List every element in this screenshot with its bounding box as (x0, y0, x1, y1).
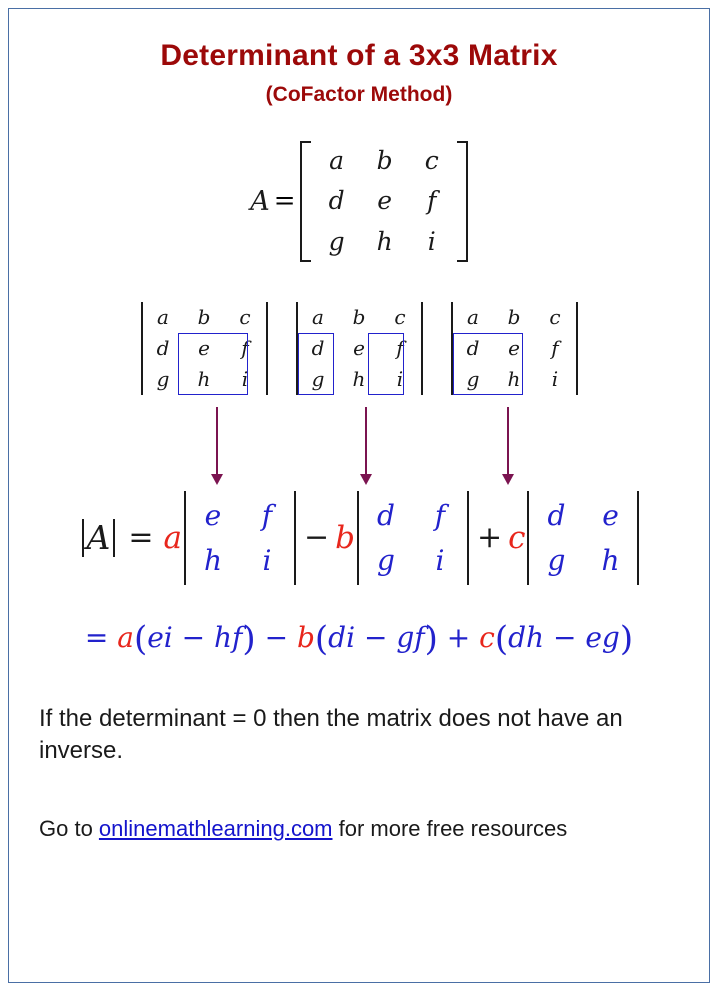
left-bracket (300, 141, 313, 262)
minor-cell: g (466, 367, 480, 392)
term-a-coefficient: a (163, 519, 182, 556)
arrow-to-term-a (216, 407, 218, 475)
minor-cell: i (435, 543, 445, 577)
right-bracket (455, 141, 468, 262)
matrix-name-label: A (250, 185, 270, 217)
determinant-lhs (79, 518, 119, 557)
formula-body-3: dh − eg (508, 620, 620, 654)
abs-bar-right (113, 519, 115, 557)
minor-cell: h (507, 367, 521, 392)
minor-cell: h (197, 367, 211, 392)
formula-operator-1: − (264, 620, 289, 654)
minor-cell: e (204, 498, 222, 532)
operator-minus: − (303, 520, 330, 556)
minor-cell: f (241, 336, 249, 361)
minor-cell: a (312, 305, 324, 330)
minor-cell: d (466, 336, 480, 361)
paren-close-3: ) (619, 618, 634, 659)
arrow-to-term-b (365, 407, 367, 475)
right-determinant-bar (576, 302, 578, 395)
determinant-matrix-name: A (86, 518, 111, 558)
minor-cell: f (551, 336, 559, 361)
matrix-cell: f (427, 186, 437, 216)
worksheet-page (8, 8, 710, 983)
table-row (298, 364, 421, 395)
minor-cell: b (197, 305, 211, 330)
minor-cell: h (203, 543, 222, 577)
matrix-cell: c (424, 146, 439, 175)
table-row (186, 493, 294, 538)
minor-cell: h (352, 367, 366, 392)
term-c-bar-right (637, 491, 639, 585)
table-row (298, 333, 421, 364)
table-row (313, 141, 455, 181)
minor-cell: c (549, 305, 561, 330)
term-b-coefficient: b (335, 519, 355, 556)
minor-cell: d (377, 498, 395, 532)
minor-cell: b (507, 305, 521, 330)
table-row (298, 302, 421, 333)
minor-cell: i (396, 367, 404, 392)
footer-prefix: Go to (39, 815, 99, 841)
right-determinant-bar (421, 302, 423, 395)
minor-grid-a (143, 302, 266, 395)
minor-cell: a (467, 305, 479, 330)
minor-cell: g (156, 367, 170, 392)
minor-cell: e (602, 498, 619, 532)
paren-close-2: ) (424, 618, 438, 659)
minor-cell: d (156, 336, 170, 361)
term-b-bar-right (467, 491, 469, 585)
operator-plus: + (476, 520, 503, 556)
matrix-cell: a (329, 146, 345, 175)
term-c-minor-grid (529, 493, 637, 583)
matrix-equals-sign: = (273, 186, 296, 217)
table-row (453, 364, 576, 395)
minor-cell: i (241, 367, 249, 392)
minor-diagram-a (141, 302, 268, 395)
minor-cell: e (198, 336, 210, 361)
matrix-cell: d (328, 186, 345, 216)
determinant-equals-sign: = (128, 520, 154, 556)
minor-grid-c (453, 302, 576, 395)
minor-cell: e (508, 336, 520, 361)
minor-cell: f (261, 498, 273, 532)
minor-cell: h (601, 543, 620, 577)
minor-cell: i (262, 543, 272, 577)
footer-suffix: for more free resources (332, 815, 568, 841)
minor-diagram-c (451, 302, 578, 395)
formula-coef-c: c (479, 620, 495, 654)
cofactor-minors-row (9, 302, 709, 395)
matrix-a-grid (313, 141, 455, 262)
table-row (359, 538, 467, 583)
abs-bar-left (82, 519, 84, 557)
formula-equals-sign: = (84, 620, 109, 654)
minor-cell: g (547, 543, 566, 577)
matrix-cell: h (376, 226, 393, 256)
matrix-definition (9, 141, 709, 262)
paren-open-2: ( (314, 618, 329, 659)
table-row (529, 493, 637, 538)
note-text: If the determinant = 0 then the matrix does not have an inverse. (39, 704, 623, 765)
minor-diagram-b (296, 302, 423, 395)
minor-cell: c (239, 305, 251, 330)
table-row (186, 538, 294, 583)
table-row (313, 222, 455, 262)
minor-cell: d (311, 336, 325, 361)
site-link[interactable]: onlinemathlearning.com (98, 815, 333, 841)
matrix-cell: e (377, 186, 393, 216)
table-row (143, 302, 266, 333)
table-row (453, 333, 576, 364)
formula-coef-a: a (117, 620, 134, 654)
table-row (143, 364, 266, 395)
page-title: Determinant of a 3x3 Matrix (160, 39, 558, 72)
term-a-minor-grid (186, 493, 294, 583)
paren-open-1: ( (133, 618, 148, 659)
term-b-minor-grid (359, 493, 467, 583)
table-row (313, 181, 455, 221)
expanded-formula (9, 619, 709, 659)
minor-cell: d (547, 498, 566, 532)
right-determinant-bar (266, 302, 268, 395)
minor-cell: f (434, 498, 446, 532)
formula-operator-2: + (446, 620, 471, 654)
minor-cell: c (394, 305, 406, 330)
formula-coef-b: b (296, 620, 315, 654)
footer (39, 816, 679, 842)
minor-cell: g (311, 367, 325, 392)
formula-body-1: ei − hf (147, 620, 243, 654)
matrix-cell: g (328, 226, 345, 256)
minor-cell: f (396, 336, 404, 361)
determinant-expansion (9, 491, 709, 585)
minor-cell: a (157, 305, 169, 330)
minor-cell: g (377, 543, 395, 577)
term-a-bar-right (294, 491, 296, 585)
matrix-cell: b (376, 146, 393, 175)
paren-close-1: ) (242, 618, 256, 659)
table-row (529, 538, 637, 583)
minor-grid-b (298, 302, 421, 395)
arrow-to-term-c (507, 407, 509, 475)
arrows-group (9, 395, 709, 487)
paren-open-3: ( (494, 618, 509, 659)
table-row (453, 302, 576, 333)
minor-cell: b (352, 305, 366, 330)
page-subtitle: (CoFactor Method) (265, 83, 453, 106)
table-row (143, 333, 266, 364)
matrix-cell: i (427, 226, 436, 256)
minor-cell: e (353, 336, 365, 361)
table-row (359, 493, 467, 538)
formula-body-2: di − gf (328, 620, 425, 654)
term-c-coefficient: c (508, 519, 526, 556)
minor-cell: i (551, 367, 559, 392)
